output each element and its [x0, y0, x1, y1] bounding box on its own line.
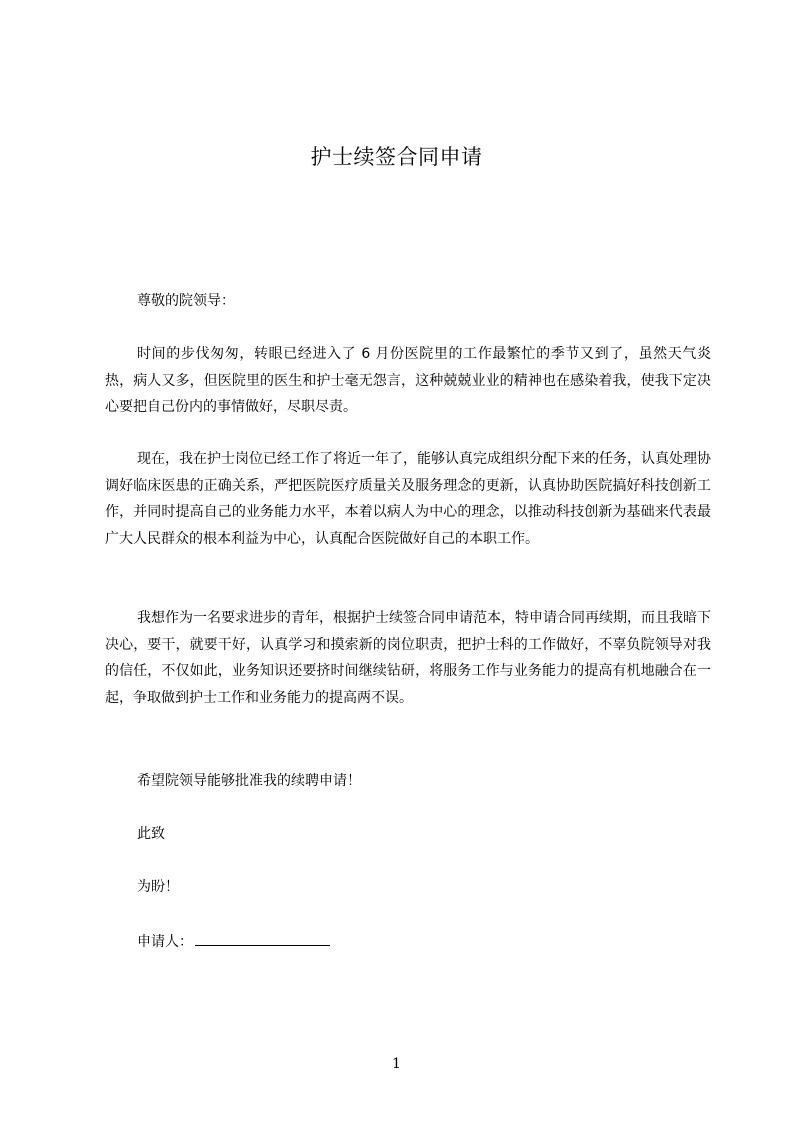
- document-title: 护士续签合同申请: [310, 145, 483, 169]
- applicant-signature: [137, 929, 330, 953]
- body-paragraph: 时间的步伐匆匆，转眼已经进入了 6 月份医院里的工作最繁忙的季节又到了，虽然天气炎热，病人又多，但医院里的医生和护士毫无怨言，这种兢兢业业的精神也在感染着我，使我下定决心要把自己份内的事情做好，尽职尽责。: [105, 346, 711, 415]
- applicant-label: 申请人：: [137, 934, 193, 950]
- request-line: 希望院领导能够批准我的续聘申请！: [137, 773, 361, 789]
- page-number: 1: [392, 1056, 401, 1072]
- salutation: 尊敬的院领导：: [137, 293, 235, 309]
- body-paragraph: 现在，我在护士岗位已经工作了将近一年了，能够认真完成组织分配下来的任务，认真处理协调好临床医患的正确关系，严把医院医疗质量关及服务理念的更新，认真协助医院搞好科技创新工作，并同时提高自己的业务能力水平，本着以病人为中心的理念，以推动科技创新为基础来代表最广大人民群众的根本利益为中心，认真配合医院做好自己的本职工作。: [105, 451, 711, 547]
- signature-blank-line: [195, 929, 330, 946]
- body-paragraph: 我想作为一名要求进步的青年，根据护士续签合同申请范本，特申请合同再续期，而且我暗下决心，要干，就要干好，认真学习和摸索新的岗位职责，把护士科的工作做好，不辜负院领导对我的信任，不仅如此，业务知识还要挤时间继续钻研，将服务工作与业务能力的提高有机地融合在一起，争取做到护士工作和业务能力的提高两不误。: [105, 610, 711, 706]
- closing-salutation: 此致: [137, 826, 165, 842]
- closing-remark: 为盼！: [137, 879, 179, 895]
